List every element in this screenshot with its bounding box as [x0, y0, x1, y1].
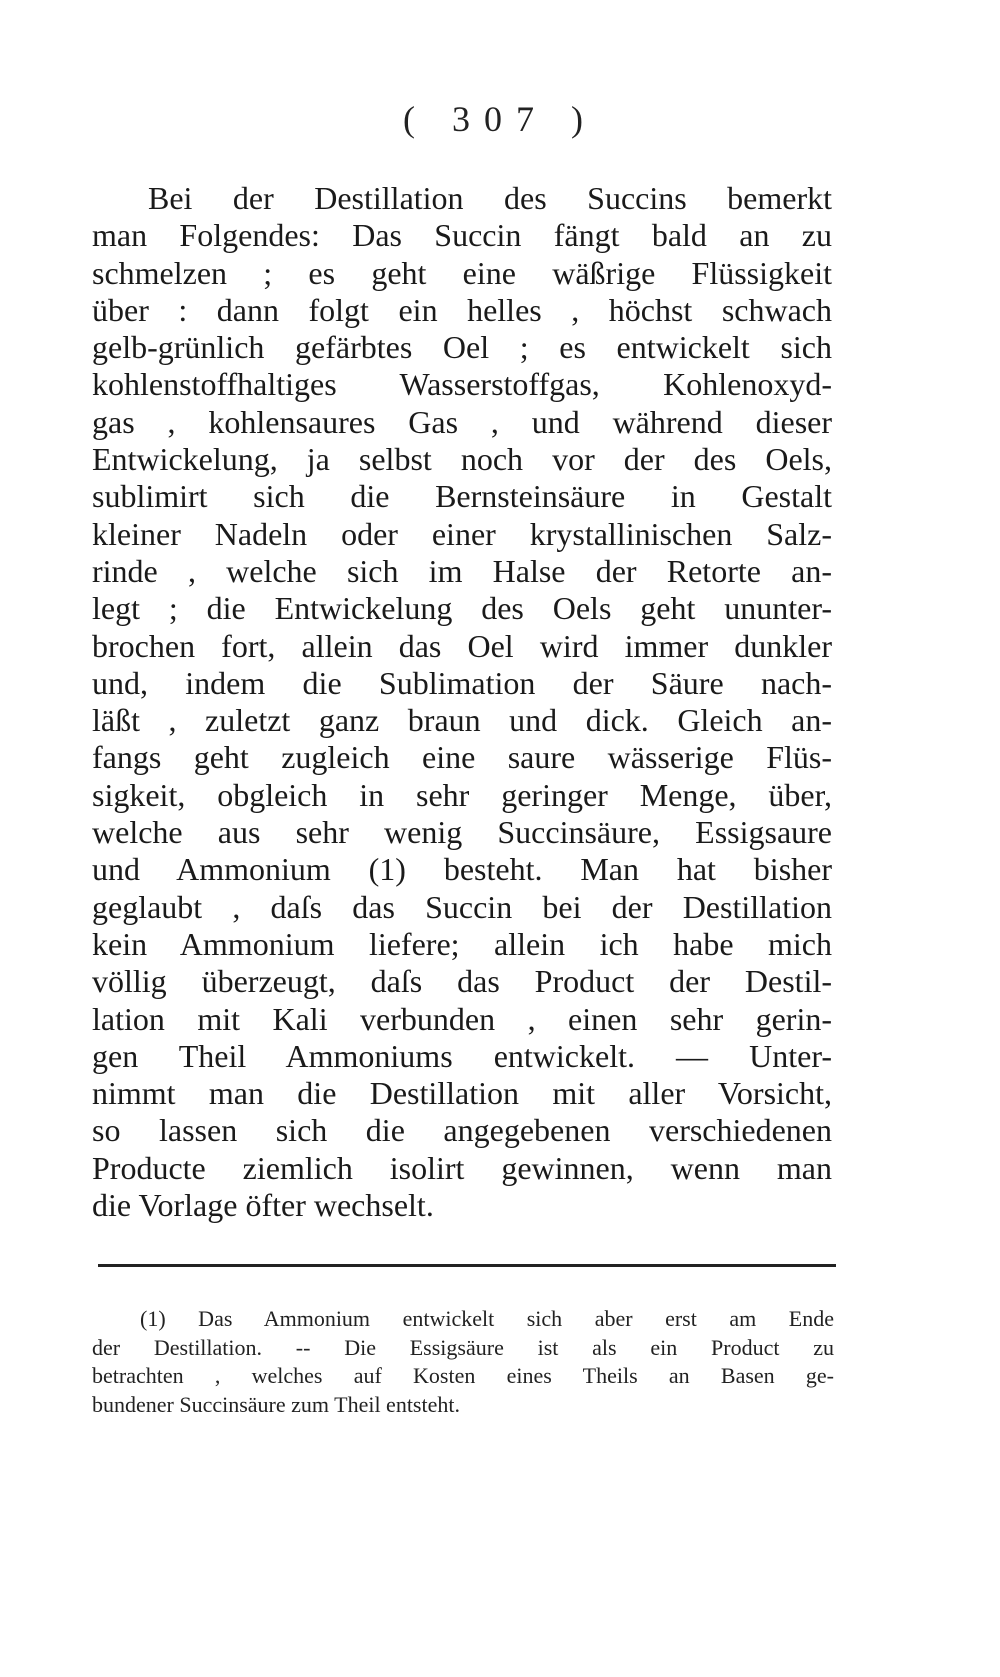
text-line: Producte ziemlich isolirt gewinnen, wenn man [92, 1149, 832, 1186]
text-line: sublimirt sich die Bernsteinsäure in Gestalt [92, 478, 832, 515]
text-line: rinde , welche sich im Halse der Retorte an- [92, 552, 832, 589]
text-line: brochen fort, allein das Oel wird immer dunkler [92, 627, 832, 664]
text-line: Entwickelung, ja selbst noch vor der des Oels, [92, 441, 832, 478]
text-line: man Folgendes: Das Succin fängt bald an zu [92, 217, 832, 254]
text-line: geglaubt , daſs das Succin bei der Destillation [92, 888, 832, 925]
footnote-line: (1) Das Ammonium entwickelt sich aber erst am Ende [140, 1306, 834, 1331]
text-line: gas , kohlensaures Gas , und während dieser [92, 403, 832, 440]
page-number: ( 307 ) [403, 99, 597, 139]
text-line: und, indem die Sublimation der Säure nach- [92, 664, 832, 701]
text-line: fangs geht zugleich eine saure wässerige Flüs- [92, 739, 832, 776]
text-line: nimmt man die Destillation mit aller Vorsicht, [92, 1075, 832, 1112]
text-line: schmelzen ; es geht eine wäßrige Flüssigkeit [92, 254, 832, 291]
text-line: und Ammonium (1) besteht. Man hat bisher [92, 851, 832, 888]
footnote-separator-rule [98, 1264, 836, 1267]
text-line: kleiner Nadeln oder einer krystallinischen Salz- [92, 515, 832, 552]
footnote-line: betrachten , welches auf Kosten eines Theils an Basen ge- [92, 1363, 834, 1388]
text-line: kein Ammonium liefere; allein ich habe mich [92, 925, 832, 962]
footnote-line: bundener Succinsäure zum Theil entsteht. [92, 1391, 460, 1417]
text-line: lation mit Kali verbunden , einen sehr gerin- [92, 1000, 832, 1037]
text-line: Bei der Destillation des Succins bemerkt [148, 180, 832, 216]
text-line: legt ; die Entwickelung des Oels geht ununter- [92, 590, 832, 627]
text-line: läßt , zuletzt ganz braun und dick. Gleich an- [92, 702, 832, 739]
main-paragraph [92, 180, 832, 1224]
text-line: kohlenstoffhaltiges Wasserstoffgas, Kohlenoxyd- [92, 366, 832, 403]
footnote [92, 1305, 834, 1419]
footnote-line: der Destillation. -- Die Essigsäure ist als ein Product zu [92, 1334, 834, 1360]
text-line: welche aus sehr wenig Succinsäure, Essigsaure [92, 814, 832, 851]
text-line: so lassen sich die angegebenen verschiedenen [92, 1112, 832, 1149]
text-line: gelb-grünlich gefärbtes Oel ; es entwickelt sich [92, 329, 832, 366]
text-line: sigkeit, obgleich in sehr geringer Menge, über, [92, 776, 832, 813]
text-line: die Vorlage öfter wechselt. [92, 1187, 434, 1224]
text-line: über : dann folgt ein helles , höchst schwach [92, 291, 832, 328]
text-line: gen Theil Ammoniums entwickelt. — Unter- [92, 1037, 832, 1074]
text-line: völlig überzeugt, daſs das Product der Destil- [92, 963, 832, 1000]
